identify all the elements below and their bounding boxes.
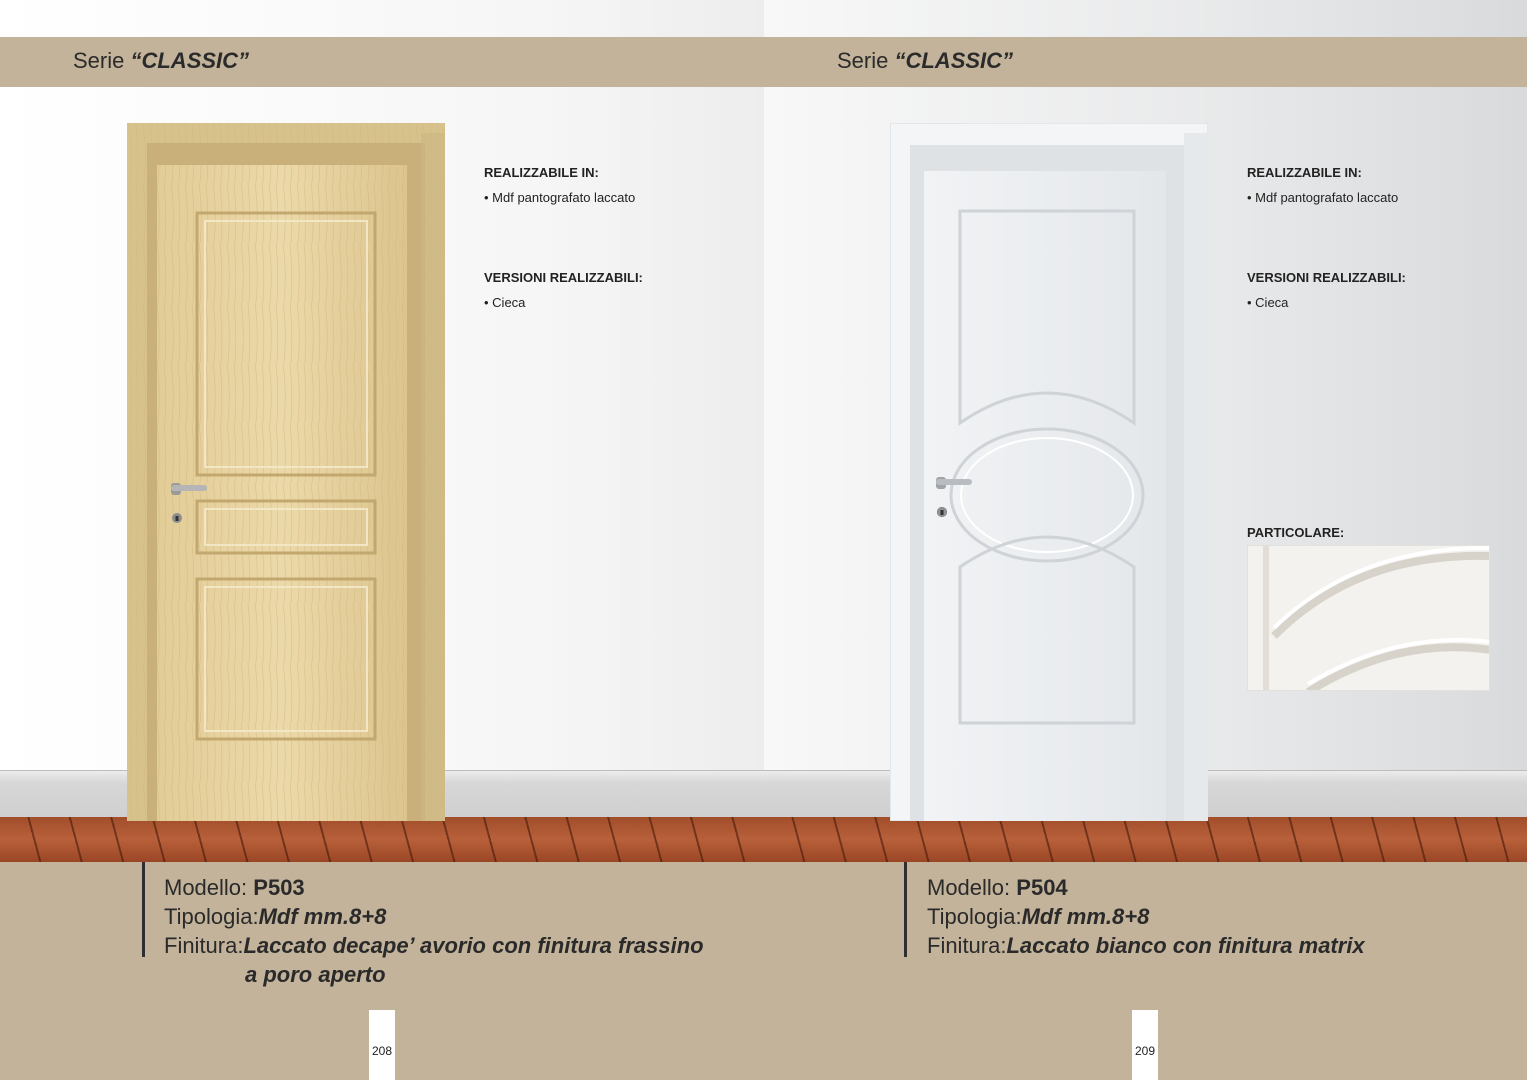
detail-label: PARTICOLARE: [1247,525,1345,540]
page-number: 208 [371,1044,393,1058]
type-value: Mdf mm.8+8 [258,904,387,929]
page-number: 209 [1134,1044,1156,1058]
versions-value: • Cieca [484,295,526,310]
type-label: Tipologia: [927,904,1022,929]
model-info [927,873,1365,960]
finish-label: Finitura: [927,933,1007,958]
page-number-tab [369,1010,395,1080]
made-in-value: • Mdf pantografato laccato [1247,190,1399,205]
series-name: “CLASSIC” [130,48,250,73]
detail-image [1247,545,1490,691]
door-image-p503 [127,123,445,821]
wood-floor [0,817,764,862]
series-prefix: Serie [73,48,125,73]
model-info [164,873,704,989]
model-value: P503 [253,875,305,900]
made-in-label: REALIZZABILE IN: [484,165,599,180]
series-title [73,48,249,74]
finish-value: Laccato bianco con finitura matrix [1006,933,1365,958]
door-image-p504 [890,123,1208,821]
page-right [764,0,1527,1080]
versions-label: VERSIONI REALIZZABILI: [1247,270,1406,285]
finish-value-continued: a poro aperto [245,962,386,987]
series-title [837,48,1013,74]
series-name: “CLASSIC” [894,48,1014,73]
series-prefix: Serie [837,48,889,73]
model-label: Modello: [927,875,1011,900]
detail-closeup [1248,546,1490,691]
type-value: Mdf mm.8+8 [1021,904,1150,929]
specs-block [484,165,643,315]
model-value: P504 [1016,875,1068,900]
specs-block [1247,165,1406,315]
wood-floor [764,817,1527,862]
made-in-value: • Mdf pantografato laccato [484,190,636,205]
type-label: Tipologia: [164,904,259,929]
info-divider [904,862,907,957]
info-divider [142,862,145,957]
page-number-tab [1132,1010,1158,1080]
finish-value: Laccato decape’ avorio con finitura frassino [243,933,704,958]
versions-label: VERSIONI REALIZZABILI: [484,270,643,285]
versions-value: • Cieca [1247,295,1289,310]
model-label: Modello: [164,875,248,900]
made-in-label: REALIZZABILE IN: [1247,165,1362,180]
finish-label: Finitura: [164,933,244,958]
